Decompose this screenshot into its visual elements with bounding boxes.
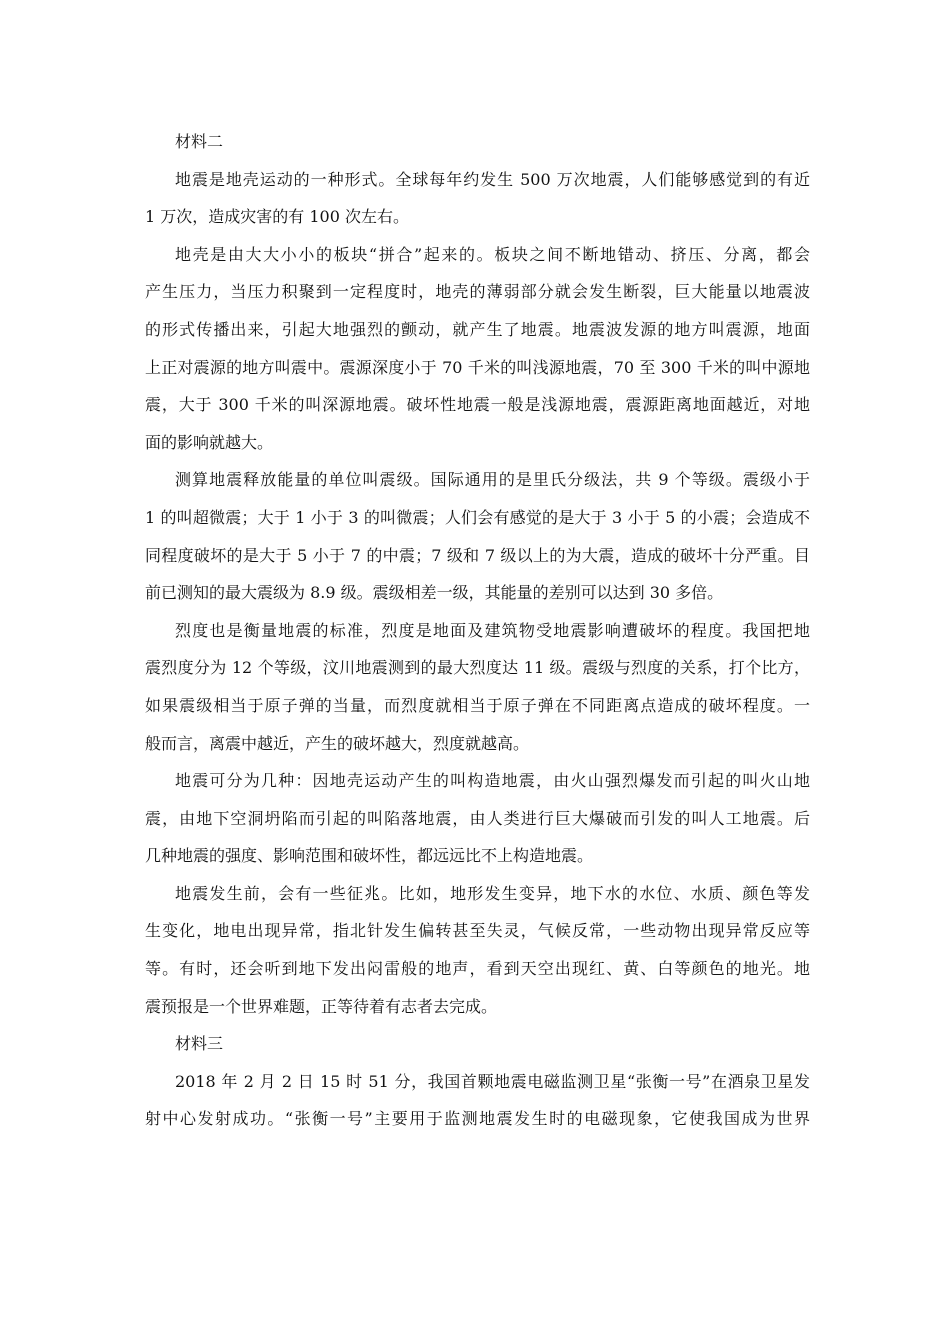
paragraph-line: 如果震级相当于原子弹的当量，而烈度就相当于原子弹在不同距离点造成的破坏程度。一 (145, 695, 810, 715)
paragraph-line: 的形式传播出来，引起大地强烈的颤动，就产生了地震。地震波发源的地方叫震源，地面 (145, 319, 810, 339)
paragraph-line: 震，大于 300 千米的叫深源地震。破坏性地震一般是浅源地震，震源距离地面越近，对地 (145, 395, 810, 415)
paragraph-last-line: 震预报是一个世界难题，正等待着有志者去完成。 (145, 996, 498, 1016)
document-page (145, 128, 810, 1143)
paragraph-last-line: 几种地震的强度、影响范围和破坏性，都远远比不上构造地震。 (145, 846, 594, 866)
paragraph-line: 震烈度分为 12 个等级，汶川地震测到的最大烈度达 11 级。震级与烈度的关系，打个比方， (145, 658, 810, 678)
paragraph-line: 等。有时，还会听到地下发出闷雷般的地声，看到天空出现红、黄、白等颜色的地光。地 (145, 959, 810, 979)
paragraph-line: 产生压力，当压力积聚到一定程度时，地壳的薄弱部分就会发生断裂，巨大能量以地震波 (145, 282, 810, 302)
paragraph-last-line: 般而言，离震中越近，产生的破坏越大，烈度就越高。 (145, 733, 530, 753)
paragraph-line: 生变化，地电出现异常，指北针发生偏转甚至失灵，气候反常，一些动物出现异常反应等 (145, 921, 810, 941)
section-heading: 材料三 (175, 1034, 224, 1054)
paragraph-last-line: 1 万次，造成灾害的有 100 次左右。 (145, 207, 409, 227)
paragraph-first-line: 地震发生前，会有一些征兆。比如，地形发生变异，地下水的水位、水质、颜色等发 (175, 883, 810, 903)
paragraph-last-line: 面的影响就越大。 (145, 432, 274, 452)
paragraph-last-line: 前已测知的最大震级为 8.9 级。震级相差一级，其能量的差别可以达到 30 多倍。 (145, 583, 724, 603)
paragraph-first-line: 烈度也是衡量地震的标准，烈度是地面及建筑物受地震影响遭破坏的程度。我国把地 (175, 620, 810, 640)
paragraph-first-line: 2018 年 2 月 2 日 15 时 51 分，我国首颗地震电磁监测卫星“张衡一号”在酒泉卫星发 (175, 1071, 810, 1091)
paragraph-line: 震，由地下空洞坍陷而引起的叫陷落地震，由人类进行巨大爆破而引发的叫人工地震。后 (145, 808, 810, 828)
paragraph-first-line: 地震是地壳运动的一种形式。全球每年约发生 500 万次地震，人们能够感觉到的有近 (175, 169, 810, 189)
paragraph-line: 上正对震源的地方叫震中。震源深度小于 70 千米的叫浅源地震，70 至 300 千米的叫中源地 (145, 357, 810, 377)
paragraph-first-line: 测算地震释放能量的单位叫震级。国际通用的是里氏分级法，共 9 个等级。震级小于 (175, 470, 810, 490)
paragraph-first-line: 地震可分为几种：因地壳运动产生的叫构造地震，由火山强烈爆发而引起的叫火山地 (175, 771, 810, 791)
section-heading: 材料二 (175, 132, 224, 151)
paragraph-line: 1 的叫超微震；大于 1 小于 3 的叫微震；人们会有感觉的是大于 3 小于 5 的小震；会造成不 (145, 507, 810, 527)
paragraph-line: 同程度破坏的是大于 5 小于 7 的中震；7 级和 7 级以上的为大震，造成的破坏十分严重。目 (145, 545, 810, 565)
paragraph-first-line: 地壳是由大大小小的板块“拼合”起来的。板块之间不断地错动、挤压、分离，都会 (175, 244, 810, 264)
paragraph-line: 射中心发射成功。“张衡一号”主要用于监测地震发生时的电磁现象，它使我国成为世界 (145, 1109, 810, 1129)
